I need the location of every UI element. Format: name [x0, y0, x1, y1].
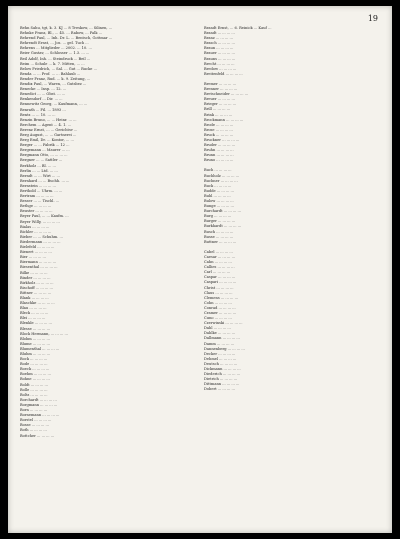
directory-entry: Dahlke ... ... ... ... — [204, 331, 236, 336]
directory-entry: Caspar ... ... ... ... — [204, 275, 236, 280]
directory-entry: Bredow ... ... ... ... — [204, 66, 237, 71]
directory-entry: Brieger ... ... ... ... — [204, 102, 237, 107]
directory-entry: Callies ... ... ... ... — [204, 265, 235, 270]
directory-entry: Bosse ... ... ... ... — [20, 423, 49, 428]
directory-entry: Diederich ... ... ... ... — [204, 372, 241, 377]
directory-entry: Claus ... ... ... ... — [204, 290, 233, 295]
directory-entry: Bunge ... ... ... ... — [204, 204, 234, 209]
directory-entry: Benkendorf ... Dir. ... ... — [20, 97, 63, 102]
directory-entry: Bielefeld ... ... ... ... — [20, 245, 55, 250]
directory-entry: Brill ... ... ... ... — [204, 107, 231, 112]
directory-entry: Burger ... ... ... ... — [204, 219, 236, 224]
directory-entry: Besser ... ... Tischl. ... — [20, 199, 60, 204]
directory-entry: Caesar ... ... ... ... — [204, 254, 236, 259]
directory-entry: Bock ... ... ... ... — [20, 357, 48, 362]
directory-entry: Beil Adolf, Inh. ... Steindruck ... Beil ... — [20, 56, 91, 61]
directory-entry: Boehm ... ... ... ... — [20, 372, 51, 377]
directory-entry: Deutsch ... ... ... ... — [204, 361, 238, 366]
directory-entry: Caspari ... ... ... ... — [204, 280, 237, 285]
directory-entry: Berg August, ... ... Gartnerei ... — [20, 132, 77, 137]
directory-entry: Brecht ... ... ... ... — [204, 61, 235, 66]
directory-entry: Bergner ... ... Sattler ... — [20, 158, 63, 163]
directory-entry: Borstel ... ... ... ... — [20, 418, 52, 423]
directory-entry: Bialas ... ... ... ... — [20, 224, 50, 229]
directory-entry: Blesse ... ... ... ... — [20, 326, 51, 331]
directory-entry: Buchholz ... ... ... ... — [204, 173, 240, 178]
directory-entry: Carl ... ... ... ... — [204, 270, 231, 275]
directory-entry: Dehmel ... ... ... ... — [204, 356, 237, 361]
directory-entry: Bolle ... ... ... ... — [20, 387, 48, 392]
directory-entry: Buchner ... ... ... ... — [204, 178, 238, 183]
directory-entry: Brauns ... ... ... ... — [204, 56, 236, 61]
directory-entry: Christ ... ... ... ... — [204, 285, 234, 290]
directory-entry: Beier Gustav, ... Schlosser ... 1.3. ... ... — [20, 51, 90, 56]
directory-entry: Both ... ... ... ... — [20, 428, 47, 433]
directory-entry: Borgmann ... ... ... ... — [20, 402, 58, 407]
directory-entry: Bretschneider ... ... ... ... — [204, 92, 249, 97]
directory-entry: Brockmann ... ... ... ... — [204, 117, 244, 122]
directory-entry: Bieber ... ... Schuhm. ... — [20, 234, 63, 239]
directory-entry: Blei ... ... ... ... — [20, 316, 46, 321]
directory-entry: Cahn ... ... ... ... — [204, 260, 232, 265]
directory-entry: Bruhn ... ... ... ... — [204, 148, 234, 153]
directory-entry: Beyer Paul, ... ... Kaufm. ... — [20, 214, 69, 219]
directory-entry: Buch ... ... ... ... — [204, 168, 232, 173]
directory-entry: Bichler ... ... ... ... — [20, 229, 52, 234]
directory-entry: Dallmann ... ... ... ... — [204, 336, 240, 341]
directory-entry: Bischoff ... ... ... ... — [20, 285, 53, 290]
directory-entry: Cohn ... ... ... ... — [204, 300, 232, 305]
directory-entry: Brunn ... ... ... ... — [204, 153, 234, 158]
directory-entry: Cramer ... ... ... ... — [204, 310, 237, 315]
directory-entry: Berthold ... Uhrm. ... ... — [20, 189, 63, 193]
directory-entry: Burkhardt ... ... ... ... — [204, 224, 242, 229]
directory-entry: Blank ... ... ... ... — [20, 295, 49, 300]
directory-entry: Brenner ... ... ... ... — [204, 87, 238, 92]
directory-entry: Bittner ... ... ... ... — [20, 290, 52, 295]
directory-entry: Cabel ... ... ... ... — [204, 249, 233, 254]
directory-entry: Brasch ... ... ... ... — [204, 41, 235, 46]
directory-entry: Bertram ... ... ... ... — [20, 194, 54, 199]
directory-entry: Dittmann ... ... ... ... — [204, 382, 240, 387]
directory-entry: Dietrich ... ... ... ... — [204, 377, 238, 382]
directory-entry: Bulow ... ... ... ... — [204, 199, 234, 203]
directory-entry: Bode ... ... ... ... — [20, 362, 48, 367]
directory-entry: Benecke ... Insp. ... 12. ... — [20, 87, 67, 92]
directory-entry: Damm ... ... ... ... — [204, 341, 235, 346]
directory-entry: Block Hermann, ... ... ... ... — [20, 331, 68, 336]
directory-entry: Bentz ... ... 10. ... ... — [20, 112, 56, 117]
directory-entry: Behn Sahu, tgt, k. 3. KJ ... 8 Treskow, ... Silinen, ... — [20, 26, 113, 30]
directory-entry: Bremer ... ... ... ... — [204, 81, 237, 86]
directory-entry: Berlin ... ... Ltd. ... ... — [20, 168, 58, 173]
directory-entry: Berenz Ernst, ... ... Gerichtsv ... — [20, 127, 78, 132]
directory-entry: Borchardt ... ... ... ... — [20, 397, 57, 402]
directory-entry: Brode ... ... ... ... — [204, 122, 234, 127]
directory-entry: Behrendt Ernst, ... Jos. ... gel. Tuch ... — [20, 41, 89, 46]
directory-entry: Clemens ... ... ... ... — [204, 295, 238, 300]
directory-entry: Biesenthal ... ... ... ... — [20, 265, 58, 270]
directory-entry: Budde ... ... ... ... — [204, 188, 234, 193]
directory-entry: Branz ... ... ... ... — [204, 36, 233, 41]
directory-entry: Behnke Franz, Bl., ... 45. ... Rabow, ... Falk ... — [20, 31, 103, 36]
directory-entry: Benrath ... Fil. ... 1893 ... — [20, 107, 66, 112]
directory-entry: Binder ... ... ... ... — [20, 275, 51, 280]
directory-entry: Conrad ... ... ... ... — [204, 305, 236, 310]
directory-entry: Czerwinski ... ... ... ... — [204, 321, 243, 326]
directory-page — [8, 6, 392, 533]
directory-entry: Berndt ... ... Wirt ... ... — [20, 173, 60, 178]
directory-entry: Boltz ... ... ... ... — [20, 392, 48, 397]
directory-entry: Brose ... ... ... ... — [204, 127, 233, 132]
directory-entry: Blohm ... ... ... ... — [20, 336, 50, 341]
directory-entry: Dickmann ... ... ... ... — [204, 367, 241, 371]
directory-entry: Bendix Paul, ... Waren, ... Gutsbez ... — [20, 82, 87, 87]
directory-entry: Below Friedrich, ... Sal. ... Gut ... Rucke ... — [20, 66, 97, 71]
directory-entry: Dannenberg ... ... ... ... — [204, 346, 245, 351]
directory-entry: Bottcher ... ... ... ... — [20, 433, 55, 438]
directory-entry: Bennewitz Georg, ... Kaufmann, ... ... — [20, 102, 88, 107]
directory-entry: Breitenfeld ... ... ... ... — [204, 71, 243, 76]
directory-entry: Boeck ... ... ... ... — [20, 367, 50, 372]
directory-entry: Bethge ... ... ... ... — [20, 204, 52, 209]
directory-entry: Bruckner ... ... ... ... — [204, 137, 240, 142]
directory-entry: Dobert ... ... ... ... — [204, 387, 235, 392]
directory-entry: Braun ... ... ... ... — [204, 46, 234, 51]
directory-entry: Bender Franz, Rud. ... k. 9. Zeitung, ... — [20, 76, 91, 81]
directory-entry: Beim ... Schule ... k. 7. Mitten, ... ... — [20, 61, 85, 66]
directory-entry: Cuno ... ... ... ... — [204, 316, 232, 321]
directory-entry: Busse ... ... ... ... — [204, 234, 234, 239]
directory-entry: Bohne ... ... ... ... — [20, 377, 50, 382]
directory-entry: Berger ... ... Fabrik ... 12 ... — [20, 143, 70, 148]
directory-entry: Decker ... ... ... ... — [204, 351, 236, 356]
directory-entry: Buck ... ... ... ... — [204, 183, 232, 188]
directory-entry: Blumenthal ... ... ... ... — [20, 346, 60, 351]
directory-entry: Bienert ... ... ... ... — [20, 250, 52, 255]
directory-entry: Behrend Paul, ... Inh. Dr. L. ... Bentsch, Gottmar ... — [20, 36, 113, 41]
directory-entry: Bernstein ... ... ... ... — [20, 183, 56, 188]
directory-entry: Berg Emil, Dr. ... Kontor, ... ... — [20, 138, 74, 143]
directory-entry: Dahl ... ... ... ... — [204, 326, 231, 331]
directory-entry: Brauer ... ... ... ... — [204, 51, 235, 56]
directory-entry: Beyer Willy, ... ... ... ... — [20, 219, 60, 224]
directory-entry: Berchem ... Agent ... 4. 1. ... — [20, 122, 72, 127]
directory-entry: Buhl ... ... ... ... — [204, 193, 231, 198]
directory-entry: Bier ... ... ... ... — [20, 255, 46, 260]
directory-entry: Bruno ... ... ... ... — [204, 158, 234, 163]
right-column — [204, 26, 374, 527]
directory-entry: Brandt ... ... ... ... — [204, 31, 235, 36]
directory-entry: Born ... ... ... ... — [20, 408, 48, 413]
directory-entry: Boldt ... ... ... ... — [20, 382, 48, 387]
directory-entry: Biermann ... ... ... ... — [20, 260, 57, 265]
directory-entry: Bluhm ... ... ... ... — [20, 352, 51, 356]
directory-entry: Busch ... ... ... ... — [204, 229, 234, 234]
directory-entry: Bergemann ... Maurer ... ... — [20, 148, 70, 153]
directory-entry: Blume ... ... ... ... — [20, 341, 50, 346]
directory-entry: Blau ... ... ... ... — [20, 306, 47, 311]
directory-entry: Benzin Bruno, ... ... Heinr. ... ... — [20, 117, 77, 122]
directory-entry: Bergmann Otto, ... ... ... ... — [20, 153, 68, 158]
directory-entry: Bruck ... ... ... ... — [204, 132, 234, 137]
directory-entry: Blaschke ... ... ... ... — [20, 301, 55, 306]
directory-entry: Biedermann ... ... ... ... — [20, 239, 61, 244]
directory-entry: Beuster ... ... ... ... — [20, 209, 53, 214]
page-number: 19 — [367, 14, 378, 23]
left-column — [20, 26, 190, 527]
directory-entry: Burchardt ... ... ... ... — [204, 209, 241, 214]
directory-entry: Benedict ... ... Obst. ... ... — [20, 92, 66, 97]
directory-entry: Bleck ... ... ... ... — [20, 311, 49, 316]
directory-entry: Berkholz ... Bl. ... ... — [20, 163, 56, 168]
directory-entry: Buttner ... ... ... ... — [204, 239, 237, 244]
directory-entry: Brandt Ernst, ... 6. Reinick ... Kauf ... — [204, 26, 272, 30]
directory-entry: Brink ... ... ... ... — [204, 112, 233, 117]
directory-entry: Bilke ... ... ... ... — [20, 270, 48, 275]
directory-entry: Bruder ... ... ... ... — [204, 143, 236, 148]
directory-entry: Burg ... ... ... ... — [204, 214, 232, 219]
directory-entry: Behrens ... Mitglieder ... 2002. ... 10. ... — [20, 46, 92, 51]
directory-entry: Birkholz ... ... ... ... — [20, 280, 54, 285]
directory-entry: Benda ... ... Prof. ... ... Bahlaub ... — [20, 71, 81, 76]
directory-entry: Breuer ... ... ... ... — [204, 97, 235, 102]
directory-entry: Bornemann ... ... ... ... — [20, 413, 60, 418]
directory-entry: Blenkle ... ... ... ... — [20, 321, 52, 326]
directory-entry: Bernhard ... ... Buchh. ... ... — [20, 178, 70, 183]
